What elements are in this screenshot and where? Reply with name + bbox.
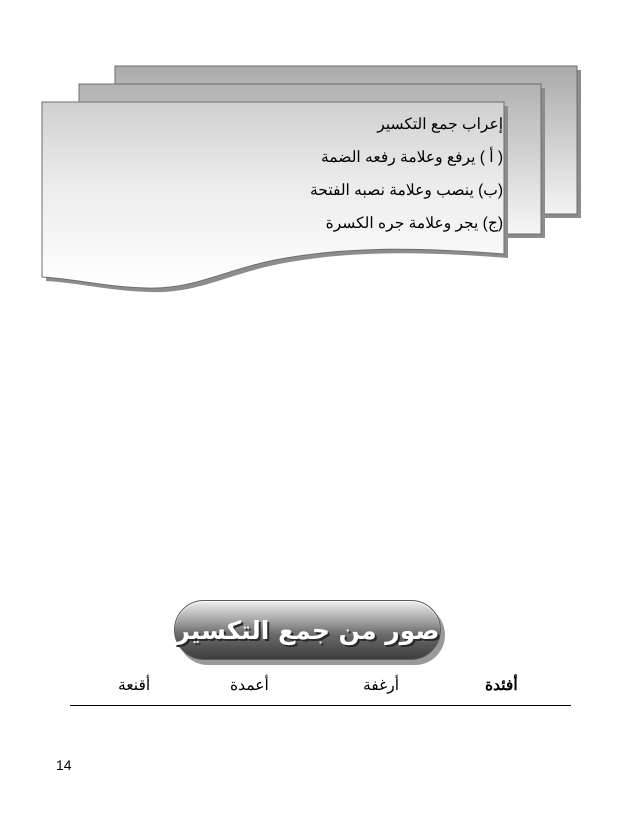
example-word: أرغفة [363,677,400,694]
note-content [48,108,503,240]
note-line-genitive: (ج) يجر وعلامة جره الكسرة [325,215,503,232]
note-title: إعراب جمع التكسير [377,116,503,133]
note-line-nominative: ( أ ) يرفع وعلامة رفعه الضمة [320,149,503,166]
example-word: أقنعة [118,677,151,694]
note-line-accusative: (ب) ينصب وعلامة نصبه الفتحة [310,182,503,199]
example-word: أفئدة [485,677,518,694]
example-word: أعمدة [230,677,269,694]
examples-row [70,676,570,700]
divider-line [70,705,571,706]
section-heading-pill [174,600,441,660]
page-number: 14 [56,757,72,773]
section-heading-label: صور من جمع التكسير [175,615,440,645]
